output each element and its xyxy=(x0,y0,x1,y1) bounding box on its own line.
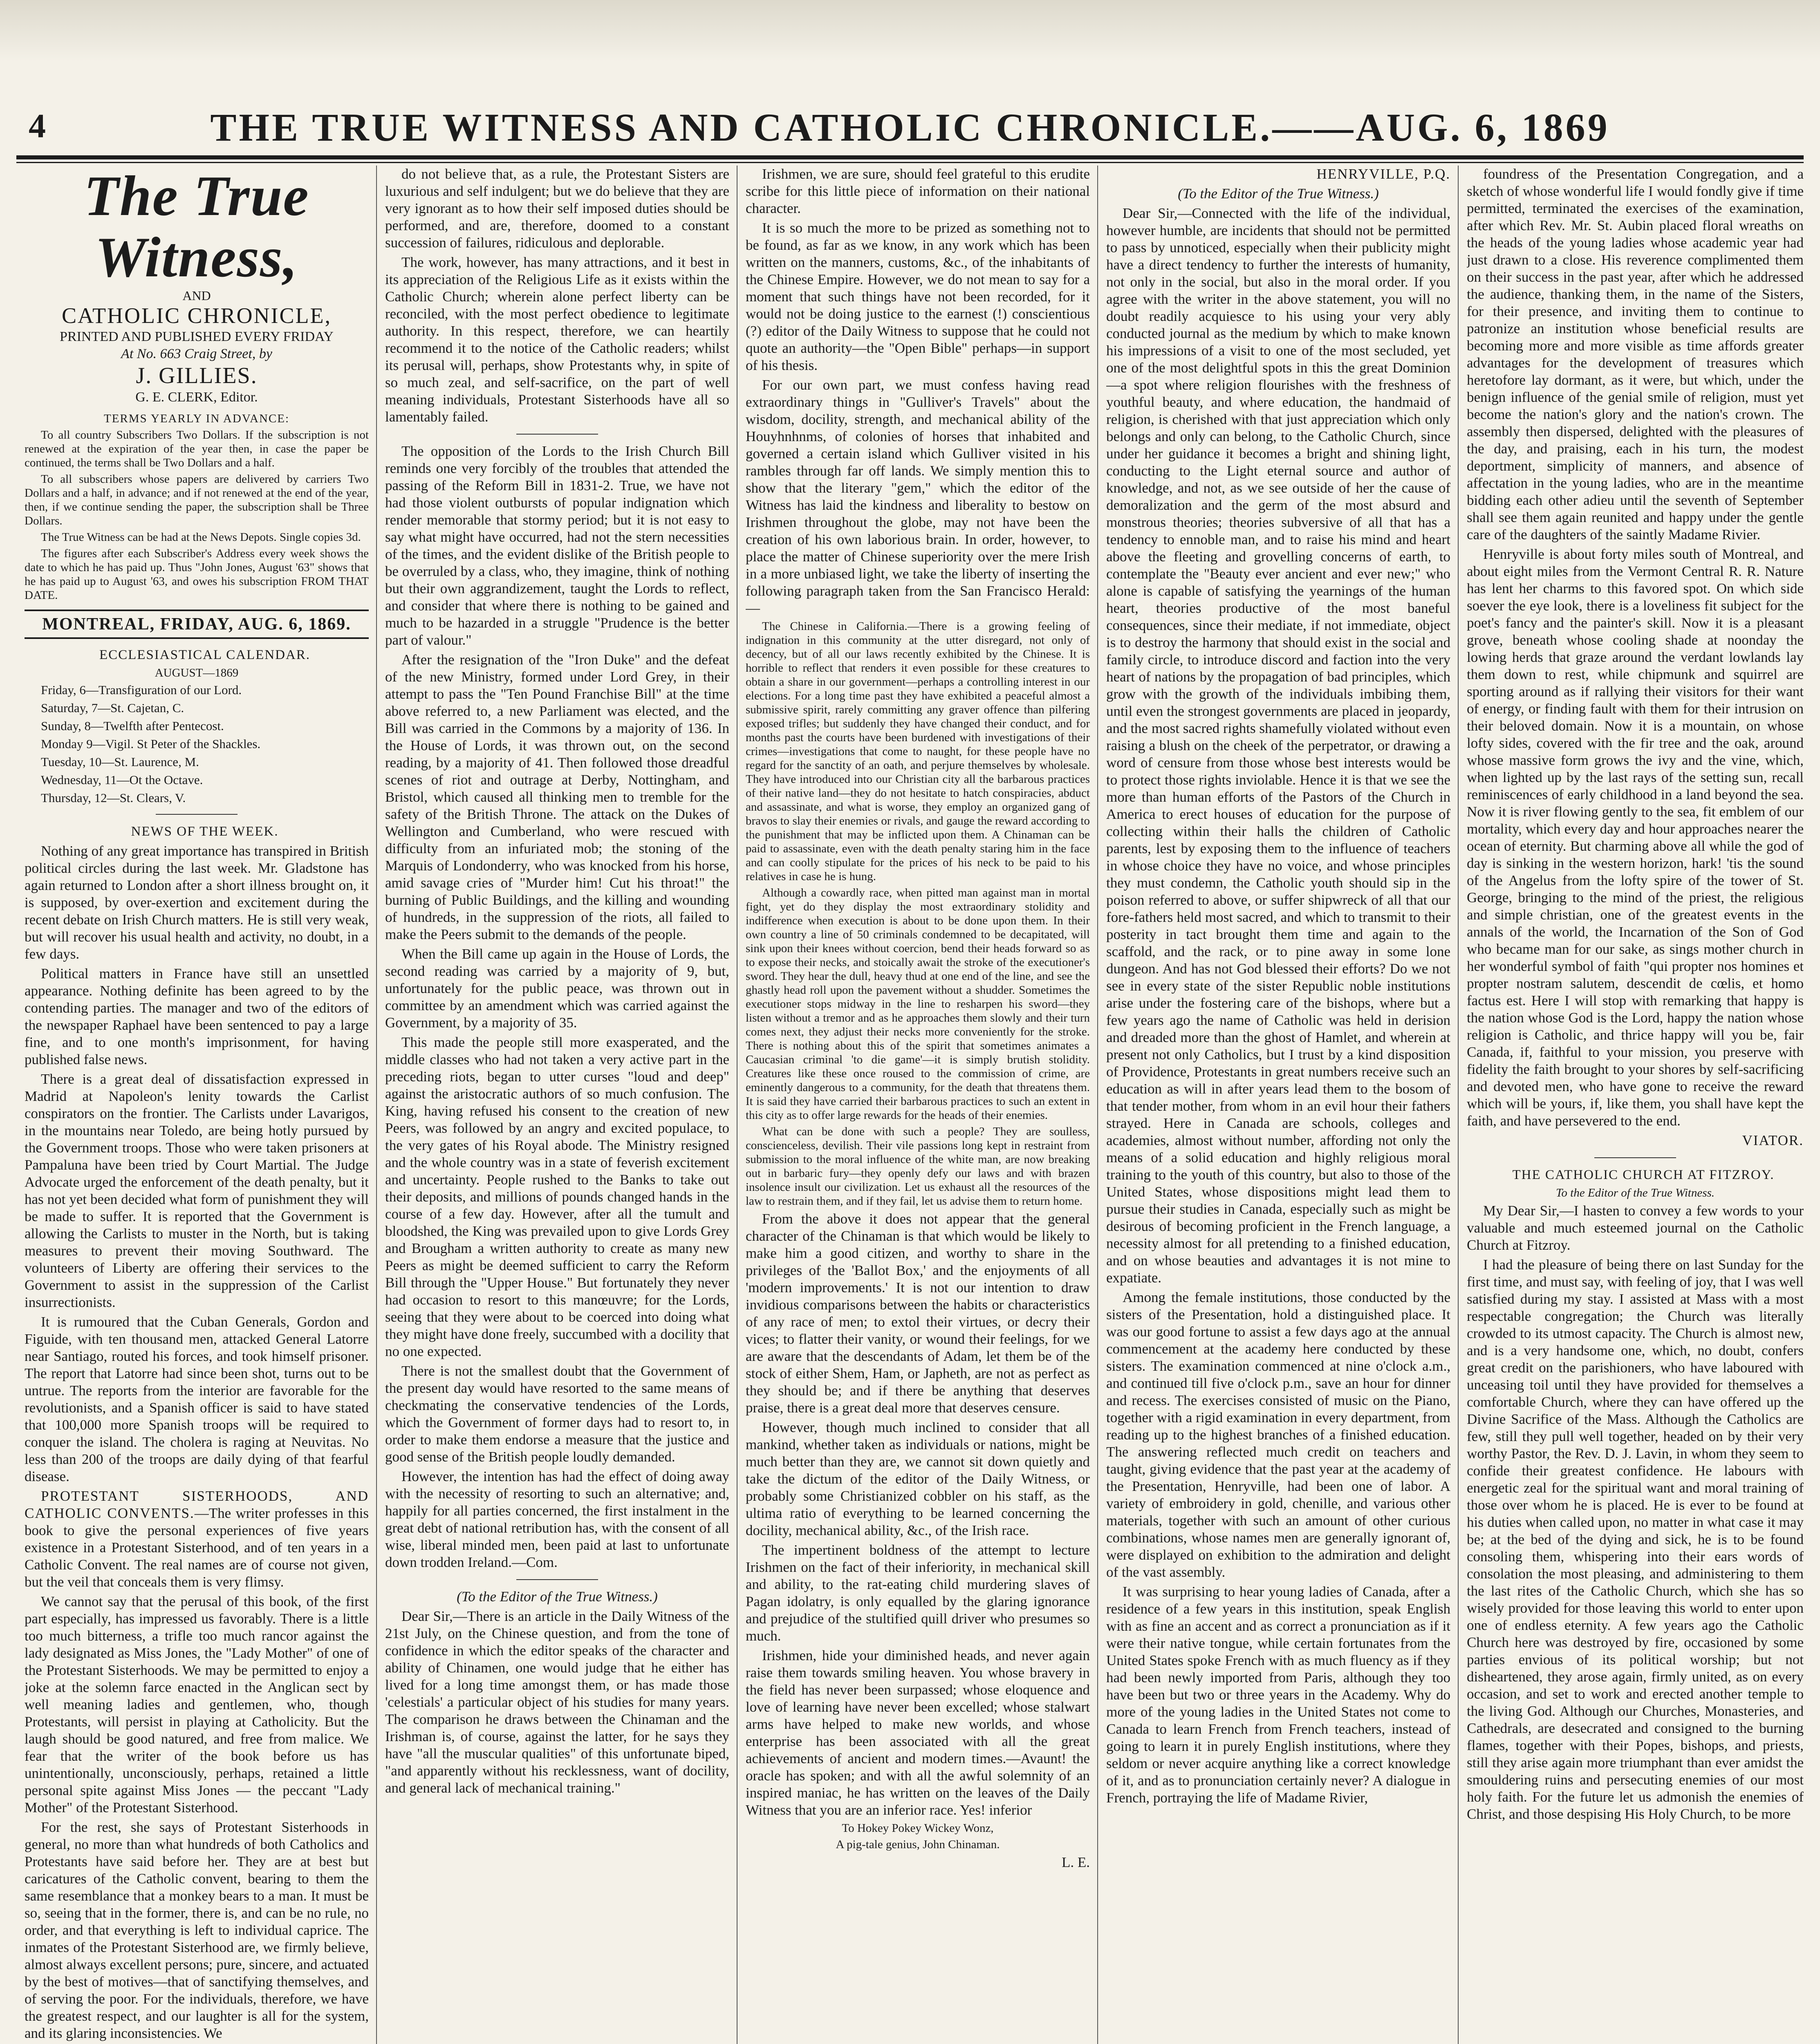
letter-paragraph: Henryville is about forty miles south of Montreal, and about eight miles from the Vermont Central R. R. Nature has lent her charms to this favored spot. On which side soever the eye look, there is a loveliness fit subject for the poet's fancy and the painter's skill. Now it is a pleasant grove, beneath whose cooling shade at noonday the lowing herds that graze around the verdant lowlands lay them down to rest, while chipmunk and squirrel are sporting around as if rallying their visitors for their want of energy, or finding fault with them for their intrusion on their beloved domain. Now it is a mountain, on whose lofty sides, covered with the fir tree and the oak, around whose massive form grows the ivy and the vine, which, when lighted up by the last rays of the setting sun, recall reminiscences of early childhood in a land beyond the sea. Now it is river flowing gently to the sea, fit emblem of our mortality, which every day and hour approaches nearer the ocean of eternity. But charming above all while the god of day is sinking in the western horizon, hark! 'tis the sound of the Angelus from the lofty spire of the tower of St. George, bringing to the mind of the priest, the religious and simple christian, one of the greatest events in the annals of the world, the Incarnation of the Son of God who became man for our sake, as sings mother church in her wonderful symbol of faith "qui propter nos homines et propter nostram salutem, descendit de cœlis, et homo factus est. Here I will stop with remarking that happy is the nation whose God is the Lord, happy the nation whose religion is Catholic, and thrice happy will you be, fair Canada, if, faithful to your mission, you preserve with fidelity the faith brought to your shores by self-sacrificing and devoted men, who have gone to receive the reward which will be yours, if, like them, you shall have kept the faith, and have persevered to the end. xyxy=(1467,546,1804,1129)
letter-paragraph: I had the pleasure of being there on last Sunday for the first time, and must say, with feeling of joy, that I was well satisfied during my stay. I assisted at Mass with a most respectable congregation; the Church was literally crowded to its utmost capacity. The Church is almost new, and is a very handsome one, which, no doubt, confers great credit on the parishioners, who have laboured with unceasing toil until they have provided for themselves a comfortable Church, where they can have offered up the Divine Sacrifice of the Mass. Although the Catholics are few, still they pull well together, headed on by their very worthy Pastor, the Rev. D. J. Lavin, in whom they seem to confide their greatest confidence. He labours with energetic zeal for the spiritual want and moral training of those over whom he is placed. He is ever to be found at his duties when called upon, no matter in what case it may be; at the bed of the dying and sick, he is to be found consoling them, whispering into their ears words of consolation the most pleasing, and administering to them the last rites of the Catholic Church, which she has so wisely provided for those leaving this world to enter upon one of endless eternity. A few years ago the Catholic Church here was destroyed by fire, occasioned by some parties envious of its political worship; but not disheartened, they arose again, firmly united, as on every occasion, and set to work and erected another temple to the living God. Although our Churches, Monasteries, and Cathedrals, are desecrated and consigned to the burning flames, together with their Popes, bishops, and priests, still they arise again more triumphant than ever amidst the smouldering ruins and persecuting enemies of our most holy faith. For the future let us admonish the enemies of Christ, and those despising His Holy Church, to be more xyxy=(1467,1257,1804,1822)
article-paragraph: do not believe that, as a rule, the Protestant Sisters are luxurious and self indulgent; but we do believe that they are very ignorant as to how their self imposed duties should be performed, and are, therefore, doomed to a constant succession of failures, ridiculous and deplorable. xyxy=(385,166,729,251)
newspaper-page xyxy=(16,25,1804,2044)
article-paragraph: When the Bill came up again in the House of Lords, the second reading was carried by a majority of 9, but, unfortunately for the public peace, was thrown out in committee by an amendment which was carried against the Government, by a majority of 35. xyxy=(385,946,729,1031)
news-paragraph: It is rumoured that the Cuban Generals, Gordon and Figuide, with ten thousand men, attacked General Latorre near Santiago, routed his forces, and took himself prisoner. The report that Latorre had since been shot, turns out to be untrue. The reports from the interior are favorable for the revolutionists, and a Spanish officer is said to have stated that 100,000 more Spanish troops will be required to conquer the island. The cholera is raging at Neuvitas. No less than 200 of the troops are daily dying of that fearful disease. xyxy=(25,1314,369,1484)
page-number: 4 xyxy=(29,107,46,145)
column-2 xyxy=(385,166,729,2044)
nameplate-title: The True Witness, xyxy=(84,166,309,289)
signature: VIATOR. xyxy=(1742,1132,1804,1148)
divider xyxy=(1594,1157,1676,1158)
header-rule xyxy=(16,155,1804,159)
columns xyxy=(16,166,1804,2044)
running-header: THE TRUE WITNESS AND CATHOLIC CHRONICLE.——AUG. 6, 1869 xyxy=(210,105,1610,149)
signature-line: To Hokey Pokey Wickey Wonz, xyxy=(842,1822,994,1835)
letter-paragraph: It was surprising to hear young ladies of Canada, after a residence of a few years in this institution, speak English with as fine an accent and as correct a pronunciation as if it were their native tongue, while certain fortunates from the United States spoke French with as much fluency as if they had been newly imported from Paris, although they too have been but two or three years in the Academy. Why do more of the young ladies in the United States not come to Canada to learn French from French teachers, instead of going to learn it in purely English institutions, where they seldom or never acquire anything like a correct knowledge of it, and as to pronunciation certainly never? A dialogue in French, portraying the life of Madame Rivier, xyxy=(1106,1584,1450,1806)
column-3 xyxy=(746,166,1090,2044)
article-paragraph: After the resignation of the "Iron Duke" and the defeat of the new Ministry, formed under Lord Grey, in their attempt to pass the "Ten Pound Franchise Bill" at the time above referred to, a new Parliament was elected, and the Bill was carried in the Commons by a majority of 136. In the House of Lords, it was thrown out, on the second reading, by a majority of 41. Then followed those dreadful scenes of riot and outrage at Derby, Nottingham, and Bristol, which caused all thinking men to tremble for the safety of the British Throne. The attack on the Dukes of Wellington and Cumberland, who were rescued with difficulty from an infuriated mob; the stoning of the Marquis of Londonderry, who was knocked from his horse, amid savage cries of "Murder him! Cut his throat!" the burning of Public Buildings, and the killing and wounding of hundreds, in the suppression of the riots, all failed to make the Peers submit to the demands of the people. xyxy=(385,652,729,942)
divider xyxy=(156,814,238,815)
letter-paragraph: foundress of the Presentation Congregation, and a sketch of whose wonderful life I would fondly give if time permitted, terminated the exercises of the examination, after which Rev. Mr. St. Aubin placed floral wreaths on the heads of the young ladies whose academic year had just drawn to a close. His reverence complimented them on their success in the past year, after which he addressed the audience, thanking them, in the name of the Sisters, for their presence, and inviting them to continue to patronize an institution whose beneficial results are becoming more and more visible as time affords greater advantages for the development of treasures which heretofore lay dormant, as it were, but which, under the benign influence of the genial smile of religion, must yet become the nation's glory and the nation's crown. The assembly then dispersed, delighted with the pleasures of the day, and praising, each in his turn, the modest deportment, simplicity of manners, and absence of affectation in the young ladies, who are in the meantime bidding each other adieu until the seventh of September shall see them again reunited and happy under the gentle care of the daughters of the saintly Madame Rivier. xyxy=(1467,166,1804,542)
signature-line: A pig-tale genius, John Chinaman. xyxy=(836,1838,1000,1851)
column-5 xyxy=(1467,166,1804,2044)
letter-paragraph: Irishmen, hide your diminished heads, and never again raise them towards smiling heaven. You whose bravery in the field has never been surpassed; whose eloquence and love of learning have never been excelled; whose stalwart arms have helped to make new worlds, and whose enterprise has been associated with all the great achievements of ancient and modern times.—Avaunt! the oracle has spoken; and with all the awful solemnity of an inspired maniac, he has written on the leaves of the Daily Witness that you are an inferior race. Yes! inferior xyxy=(746,1647,1090,1818)
nameplate xyxy=(25,166,369,406)
quoted-paragraph: Although a cowardly race, when pitted man against man in mortal fight, yet do they display the most extraordinary stolidity and indifference when execution is about to be done upon them. In their own country a line of 50 criminals condemned to be decapitated, will sink upon their knees without coercion, bend their heads forward so as to expose their necks, and stoically await the stroke of the executioner's sword. They hear the dull, heavy thud at one end of the line, and see the ghastly head roll upon the pavement without a shudder. Sometimes the executioner stops midway in the line to resharpen his sword—they listen without a tremor and as he approaches them slowly and their turn comes next, they adjust their necks more conveniently for the stroke. There is nothing about this of the spirit that sometimes animates a Caucasian criminal 'to die game'—it is simply brutish stolidity. Creatures like these once roused to the commission of crime, are eminently dangerous to a community, for the death that threatens them. It is said they have carried their barbarous practices to such an extent in this city as to offer large rewards for the heads of their enemies. xyxy=(746,886,1090,1122)
calendar-row: Friday, 6—Transfiguration of our Lord. xyxy=(41,683,242,697)
calendar-row: Monday 9—Vigil. St Peter of the Shackles. xyxy=(41,737,261,751)
nameplate-and: AND xyxy=(182,288,211,303)
dateline: MONTREAL, FRIDAY, AUG. 6, 1869. xyxy=(25,610,369,639)
article-heading: THE CATHOLIC CHURCH AT FITZROY. xyxy=(1512,1168,1775,1182)
calendar-row: Thursday, 12—St. Clears, V. xyxy=(41,791,186,805)
article-text: —The writer professes in this book to give the personal experiences of five years existence in a Protestant Sisterhood, and of ten years in a Catholic Convent. The real names are of course not given, but the veil that conceals them is very flimsy. xyxy=(25,1505,369,1590)
divider xyxy=(516,1579,598,1580)
page-header xyxy=(16,94,1804,155)
calendar-month: AUGUST—1869 xyxy=(155,666,239,679)
publisher-name: J. GILLIES. xyxy=(136,363,258,388)
letter-heading: (To the Editor of the True Witness.) xyxy=(457,1589,658,1605)
letter-paragraph: Among the female institutions, those conducted by the sisters of the Presentation, hold a distinguished place. It was our good fortune to assist a few days ago at the annual commencement at the academy here conducted by these sisters. The examination commenced at nine o'clock a.m., and continued till five o'clock p.m., save an hour for dinner and recess. The exercises consisted of music on the Piano, together with a rigid examination in every department, from reading up to the highest branches of a finished education. The answering reflected much credit on teachers and taught, giving evidence that the past year at the academy of the Presentation, Henryville, had been one of labor. A variety of embroidery in gold, chenille, and various other materials, together with such an amount of other curious combinations, whose names men are generally ignorant of, were displayed on exhibition to the admiration and delight of the vast assembly. xyxy=(1106,1289,1450,1580)
column-4 xyxy=(1106,166,1450,2044)
divider xyxy=(516,434,598,435)
article-paragraph: However, the intention has had the effect of doing away with the necessity of resorting to such an alternative; and, happily for all parties concerned, the first instalment in the great debt of national retribution has, with the consent of all wise, liberal minded men, been paid at last to unfortunate down trodden Ireland.—Com. xyxy=(385,1468,729,1570)
calendar-row: Saturday, 7—St. Cajetan, C. xyxy=(41,701,184,715)
letter-paragraph: Dear Sir,—There is an article in the Daily Witness of the 21st July, on the Chinese question, and from the tone of confidence in which the editor speaks of the character and ability of Chinamen, one would judge that he either has lived for a long time amongst them, or has made those 'celestials' a particular object of his studies for many years. The comparison he draws between the Chinaman and the Irishman is, of course, against the latter, for he says they have "all the muscular qualities" of this unfortunate biped, "and apparently without his recklessness, want of docility, and general lack of mechanical training." xyxy=(385,1608,729,1796)
article-paragraph xyxy=(25,1488,369,1591)
signature: L. E. xyxy=(1061,1854,1090,1870)
column-divider xyxy=(376,166,377,2044)
calendar-row: Sunday, 8—Twelfth after Pentecost. xyxy=(41,719,224,733)
terms-text: To all country Subscribers Two Dollars. If the subscription is not renewed at the expiration of the year then, in case the paper be continued, the terms shall be Two Dollars and a half. xyxy=(25,428,369,469)
quoted-paragraph: What can be done with such a people? They are soulless, conscienceless, devilish. Their vile passions long kept in restraint from submission to the moral influence of the white man, are now breaking out in barbaric fury—they openly defy our laws and with brazen insolence insult our civilization. Let us exhaust all the resources of the law to restrain them, and if they fail, let us advise them to return home. xyxy=(746,1125,1090,1208)
article-paragraph: The opposition of the Lords to the Irish Church Bill reminds one very forcibly of the troubles that attended the passing of the Reform Bill in 1831-2. True, we have not had those violent outbursts of popular indignation which render memorable that stormy period; but it is not easy to say what might have occurred, had not the stern necessities of the times, and the evident dislike of the British people to be overruled by a class, who, they imagine, think of nothing but their own aggrandizement, taught the Lords to reflect, and consider that where there is nothing to be gained and much to be hazarded in a struggle "Prudence is the better part of valour." xyxy=(385,443,729,648)
calendar-row: Tuesday, 10—St. Laurence, M. xyxy=(41,755,199,769)
terms-text: The figures after each Subscriber's Address every week shows the date to which he has paid up. Thus "John Jones, August '63" shows that he has paid up to August '63, and owes his subscription FROM THAT DATE. xyxy=(25,547,369,602)
editor-line: G. E. CLERK, Editor. xyxy=(135,390,258,405)
letter-paragraph: My Dear Sir,—I hasten to convey a few words to your valuable and much esteemed journal on the Catholic Church at Fitzroy. xyxy=(1467,1203,1804,1253)
header-rule-thin xyxy=(16,162,1804,163)
letter-heading: To the Editor of the True Witness. xyxy=(1556,1186,1715,1199)
article-paragraph: For the rest, she says of Protestant Sisterhoods in general, no more than what hundreds of both Catholics and Protestants have said before her. They are at best but caricatures of the Catholic convent, bearing to them the same resemblance that a monkey bears to a man. It must be so, seeing that in the former, there is, and can be no rule, no order, and that everything is left to individual caprice. The inmates of the Protestant Sisterhood are, we firmly believe, almost always excellent persons; pure, sincere, and actuated by the best of motives—that of sanctifying themselves, and of serving the poor. For the individuals, therefore, we have the greatest respect, and our laughter is all for the system, and its glaring inconsistencies. We xyxy=(25,1819,369,2041)
letter-paragraph: However, though much inclined to consider that all mankind, whether taken as individuals or nations, might be much better than they are, we cannot sit down quietly and take the dictum of the editor of the Daily Witness, or probably some Christianized cobbler on his staff, as the ultima ratio of everything to be learned concerning the docility, mechanical ability, &c., of the Irish race. xyxy=(746,1419,1090,1538)
news-paragraph: Political matters in France have still an unsettled appearance. Nothing definite has been agreed to by the contending parties. The manager and two of the editors of the newspaper Raphael have been sentenced to pay a large fine, and to one month's imprisonment, for having published false news. xyxy=(25,966,369,1067)
column-divider xyxy=(1458,166,1459,2044)
letter-paragraph: Irishmen, we are sure, should feel grateful to this erudite scribe for this little piece of information on their national character. xyxy=(746,166,1090,216)
article-paragraph: The work, however, has many attractions, and it best in its appreciation of the Religious Life as it exists within the Catholic Church; wherein alone perfect liberty can be reconciled, with the most perfect obedience to legitimate authority. In this respect, therefore, we can heartily recommend it to the notice of the Catholic readers; whilst its perusal will, perhaps, show Protestants why, in spite of so much zeal, and self-sacrifice, on the part of well meaning individuals, Protestant Sisterhoods have all so lamentably failed. xyxy=(385,254,729,425)
column-1 xyxy=(25,166,369,2044)
calendar-row: Wednesday, 11—Ot the Octave. xyxy=(41,773,203,787)
address-line: At No. 663 Craig Street, by xyxy=(121,346,272,361)
news-paragraph: Nothing of any great importance has transpired in British political circles during the last week. Mr. Gladstone has again returned to London after a short illness brought on, it is supposed, by over-exertion and excitement during the recent debate on Irish Church matters. He is still very weak, but will recover his usual health and activity, no doubt, in a few days. xyxy=(25,843,369,962)
terms-heading: TERMS YEARLY IN ADVANCE: xyxy=(103,412,290,425)
letter-paragraph: For our own part, we must confess having read extraordinary things in "Gulliver's Travels" about the wisdom, docility, strength, and mechanical ability of the Houyhnhnms, of colonies of horses that inhabited and governed a certain island which Gulliver visited in his rambles through far off lands. We simply mention this to show that the literary "gem," which the editor of the Witness has laid the kindness and liberality to bestow on Irishmen throughout the globe, may not have been the creation of his own laborious brain. In order, however, to place the matter of Chinese superiority over the mere Irish in a more unbiased light, we take the liberty of inserting the following paragraph taken from the San Francisco Herald:— xyxy=(746,377,1090,616)
news-heading: NEWS OF THE WEEK. xyxy=(131,824,279,839)
article-paragraph: We cannot say that the perusal of this book, of the first part especially, has impressed us favorably. There is a little too much bitterness, a trifle too much rancor against the lady designated as Miss Jones, the "Lady Mother" of one of the Protestant Sisterhoods. We may be permitted to enjoy a joke at the solemn farce enacted in the Anglican sect by well meaning ladies and gentlemen, who, though Protestants, will persist in playing at Catholicity. But the laugh should be good natured, and free from malice. We fear that the writer of the book before us has unintentionally, unconsciously, perhaps, retained a little personal spite against Miss Jones — the peccant "Lady Mother" of the Protestant Sisterhood. xyxy=(25,1594,369,1815)
calendar-heading: ECCLESIASTICAL CALENDAR. xyxy=(99,648,311,662)
letter-paragraph: From the above it does not appear that the general character of the Chinaman is that which would be likely to make him a good citizen, and worthy to share in the privileges of the 'Ballot Box,' and the enjoyments of all 'modern improvements.' It is not our intention to draw invidious comparisons between the habits or characteristics of any race of men; to extol their virtues, or decry their vices; to flatter their vanity, or wound their feelings, for we are aware that the descendants of Adam, let them be of the stock of either Shem, Ham, or Japheth, are not as perfect as they should be; and if there be anything that deserves praise, there is a great deal more that deserves censure. xyxy=(746,1211,1090,1416)
letter-paragraph: It is so much the more to be prized as something not to be found, as far as we know, in any work which has been written on the manners, customs, &c., of the inhabitants of the Chinese Empire. However, we do not mean to say for a moment that such things have not been recorded, for it would not be doing justice to the earnest (!) conscientious (?) editor of the Daily Witness to suppose that he could not quote an authority—the "Open Bible" perhaps—in support of his thesis. xyxy=(746,220,1090,373)
article-paragraph: This made the people still more exasperated, and the middle classes who had not taken a very active part in the preceding riots, began to utter curses "loud and deep" against the aristocratic authors of so much confusion. The King, having refused his consent to the creation of new Peers, was followed by an angry and excited populace, to the very gates of his Royal abode. The Ministry resigned and the whole country was in a state of feverish excitement and uncertainty. People rushed to the Banks to take out their deposits, and millions of pounds changed hands in the course of a few day. However, after all the tumult and bloodshed, the King was prevailed upon to give Lords Grey and Brougham a written authority to create as many new Peers as might be deemed sufficient to carry the Reform Bill through the "Upper House." But fortunately they never had occasion to resort to this manœuvre; for the Lords, seeing that they were about to be coerced into doing what they might have done freely, succumbed with a docility that no one expected. xyxy=(385,1034,729,1359)
article-paragraph: There is not the smallest doubt that the Government of the present day would have resorted to the same means of checkmating the conservative tendencies of the Lords, which the Government of former days had to resort to, in order to make them endorse a measure that the justice and good sense of the British people loudly demanded. xyxy=(385,1363,729,1465)
quoted-paragraph: The Chinese in California.—There is a growing feeling of indignation in this community at the utter disregard, not only of decency, but of all our laws recently exhibited by the Chinese. It is horrible to reflect that renders it even possible for these creatures to obtain a share in our government—perhaps a controlling interest in our elections. For a long time past they have exhibited a peaceful almost a submissive spirit, rarely committing any graver offence than pilfering exposed trifles; but suddenly they have changed their conduct, and for months past the courts have been burdened with investigations of their crimes—investigations that come to naught, for these people have no regard for the sanctity of an oath, and perjure themselves by wholesale. They have introduced into our Christian city all the barbarous practices of their native land—they do not hesitate to hatch conspiracies, abduct and assassinate, and what is worse, they employ an organized gang of bravos to slay their enemies or rivals, and gauge the reward according to the punishment that may be inflicted upon them. A Chinaman can be paid to assassinate, even with the death penalty staring him in the face and can coolly stipulate for the prices of his neck to be paid to his relatives in case he is hung. xyxy=(746,620,1090,883)
terms-text: The True Witness can be had at the News Depots. Single copies 3d. xyxy=(41,531,361,544)
letter-paragraph: The impertinent boldness of the attempt to lecture Irishmen on the fact of their inferiority, in mechanical skill and ability, to the rat-eating child murdering slaves of Pagan idolatry, is only equalled by the glaring ignorance and prejudice of the stultified quill driver who presumes so much. xyxy=(746,1542,1090,1644)
column-divider xyxy=(1097,166,1098,2044)
letter-heading: (To the Editor of the True Witness.) xyxy=(1178,186,1379,202)
news-paragraph: There is a great deal of dissatisfaction expressed in Madrid at Napoleon's lenity towards the Carlist conspirators on the frontier. The Carlists under Lavarigos, in the mountains near Toledo, are being hotly pursued by the Government troops. Those who were taken prisoners at Pampaluna have been tried by Court Martial. The Judge Advocate urged the enforcement of the death penalty, but it has not yet been decided what form of punishment they will be made to suffer. It is reported that the Government is allowing the Carlists to muster in the North, but is taking measures to prevent their moving Southward. The volunteers of Liberty are offering their services to the Government to assist in the suppression of the Carlist insurrectionists. xyxy=(25,1071,369,1310)
terms-text: To all subscribers whose papers are delivered by carriers Two Dollars and a half, in advance; and if not renewed at the end of the year, then, if we continue sending the paper, the subscription shall be Three Dollars. xyxy=(25,473,369,527)
printed-line: PRINTED AND PUBLISHED EVERY FRIDAY xyxy=(60,329,334,344)
letter-place: HENRYVILLE, P.Q. xyxy=(1316,166,1450,182)
nameplate-subtitle: CATHOLIC CHRONICLE, xyxy=(62,303,332,328)
letter-paragraph: Dear Sir,—Connected with the life of the individual, however humble, are incidents that should not be permitted to pass by unnoticed, especially when their publicity might have a direct tendency to further the interests of humanity, not only in the social, but also in the moral order. If you agree with the writer in the above statement, you will no doubt readily acquiesce to his using your very ably conducted journal as the medium by which to make known his impressions of a visit to one of the most secluded, yet one of the most delightful spots in this the great Dominion—a spot where religion flourishes with the freshness of youthful beauty, and where education, the handmaid of religion, is cherished with that just appreciation which only belongs and only can belong, to the Catholic Church, since under her guidance it becomes a bright and shining light, conducting to the Light eternal source and author of knowledge, and not, as we see outside of her the cause of demoralization and the germ of the most absurd and monstrous theories; theories subversive of all that has a tendency to ennoble man, and to raise his mind and heart above the fleeting and grovelling concerns of earth, to contemplate the "Beauty ever ancient and ever new;" who alone is capable of satisfying the yearnings of the human heart, theories productive of the most baneful consequences, since their mediate, if not immediate, object is to destroy the harmony that should exist in the social and family circle, to introduce discord and faction into the very heart of nations by the propagation of bad principles, which grow with the growth of the individuals imbibing them, until even the strongest governments are placed in jeopardy, and the most sacred rights shamefully violated without even raising a blush on the cheek of the perpetrator, or drawing a word of censure from those whose best interests would be to protect those rights inviolable. Hence it is that we see the more than human efforts of the Pastors of the Church in America to erect houses of education for the purpose of collecting within their halls the children of Catholic parents, lest by exposing them to the influence of teachers in whose choice they have no voice, and whose principles they must condemn, the Catholic youth should sip in the poison referred to above, or suffer shipwreck of all that our fore-fathers held most sacred, and which to transmit to their posterity in tact brought them time and again to the scaffold, and the rack, or to pine away in some lone dungeon. And has not God blessed their efforts? Do we not see in every state of the sister Republic noble institutions arise under the fostering care of the bishops, where but a few years ago the name of Catholic was held in derision and dreaded more than the ghost of Hamlet, and wherein at present not only Catholics, but I trust by a kind disposition of Providence, Protestants in great numbers receive such an education as will in after years lead them to the bosom of that tender mother, from whom in an evil hour their fathers strayed. Here in Canada are schools, colleges and academies, almost without number, affording not only the means of a solid education and highly religious moral training to the youth of this country, but also to those of the United States, whose dispositions might lead them to pursue their studies in Canada, especially such as might be desirous of becoming proficient in the French language, a necessity almost for all pretending to a finished education, and on whose beauties and advantages it is not mine to expatiate. xyxy=(1106,205,1450,1286)
article-heading: PROTESTANT SISTERHOODS, AND CATHOLIC CONVENTS. xyxy=(25,1488,369,1521)
